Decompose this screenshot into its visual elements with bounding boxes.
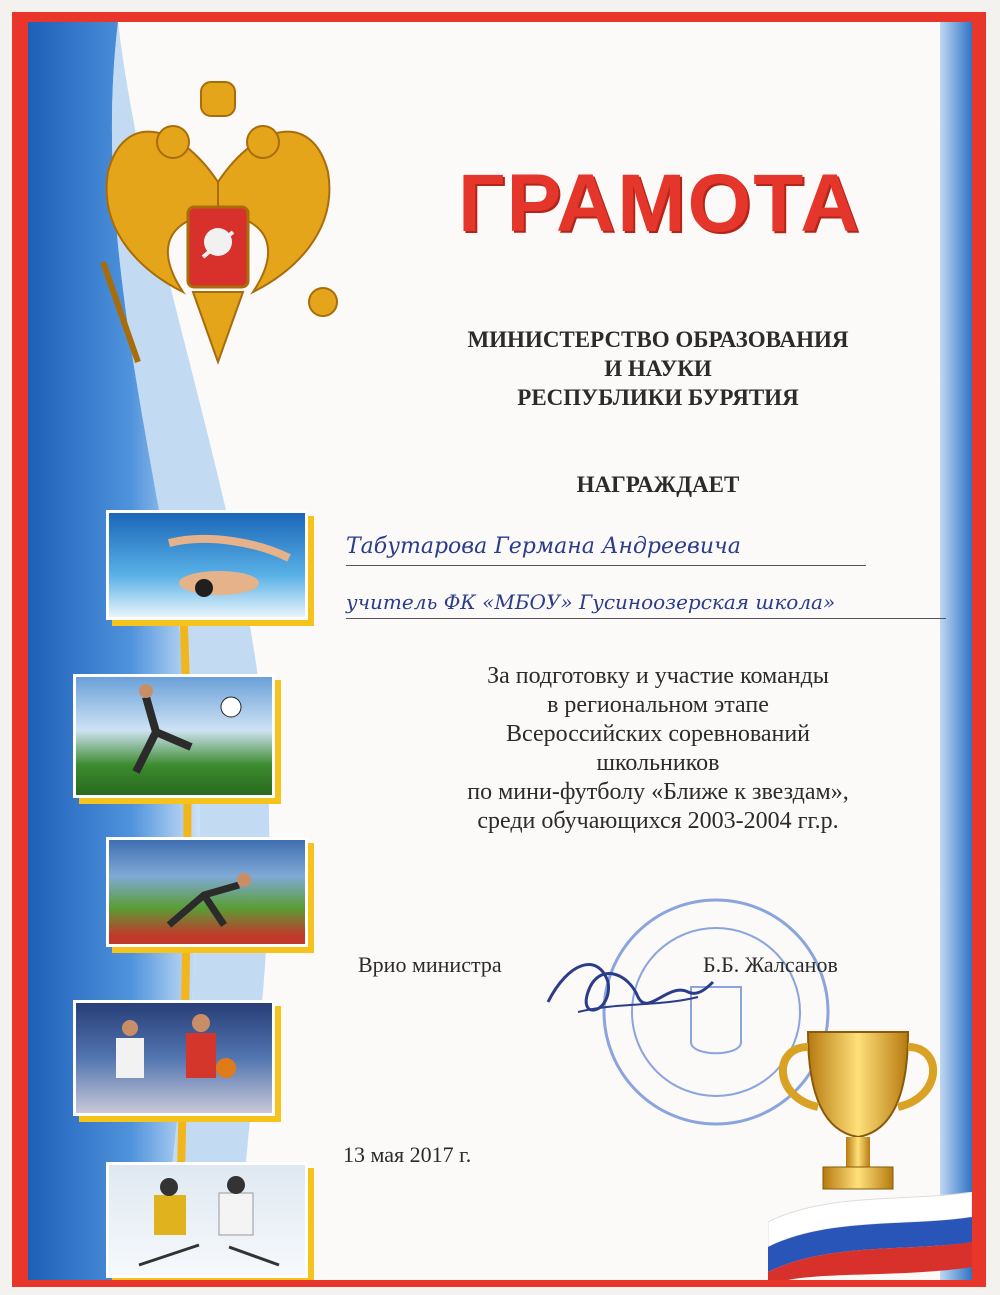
award-reason (358, 662, 958, 836)
coat-of-arms-icon (83, 62, 353, 372)
reason-line-1: За подготовку и участие команды (487, 663, 829, 689)
signatory-role: Врио министра (358, 952, 502, 977)
signature-scribble (538, 942, 718, 1032)
reason-line-4: школьников (596, 750, 720, 776)
issue-date: 13 мая 2017 г. (343, 1142, 472, 1167)
signatory-name: Б.Б. Жалсанов (703, 952, 838, 977)
organization-line-1: МИНИСТЕРСТВО ОБРАЗОВАНИЯ (467, 327, 849, 352)
organization-name (358, 325, 958, 412)
recipient-name-underline (346, 565, 866, 566)
reason-line-2: в региональном этапе (547, 692, 769, 718)
sprinter-photo (106, 837, 308, 947)
basketball-players-photo (73, 1000, 275, 1116)
reason-line-5: по мини-футболу «Ближе к звездам», (467, 779, 849, 805)
russian-flag-ribbon-icon (768, 1192, 972, 1280)
hockey-players-photo (106, 1162, 308, 1278)
reason-line-3: Всероссийских соревнований (505, 721, 811, 747)
organization-line-2: И НАУКИ (604, 356, 712, 381)
swimmer-photo (106, 510, 308, 620)
recipient-name-handwritten: Табутарова Германа Андреевича (346, 534, 741, 559)
reason-line-6: среди обучающихся 2003-2004 гг.р. (477, 808, 839, 834)
certificate-paper (28, 22, 972, 1280)
awards-heading: НАГРАЖДАЕТ (576, 472, 740, 497)
football-player-photo (73, 674, 275, 798)
certificate-title: ГРАМОТА (458, 158, 862, 249)
recipient-position-underline (346, 618, 946, 619)
organization-line-3: РЕСПУБЛИКИ БУРЯТИЯ (517, 385, 799, 410)
recipient-position-handwritten: учитель ФК «МБОУ» Гусиноозерская школа» (346, 590, 836, 614)
